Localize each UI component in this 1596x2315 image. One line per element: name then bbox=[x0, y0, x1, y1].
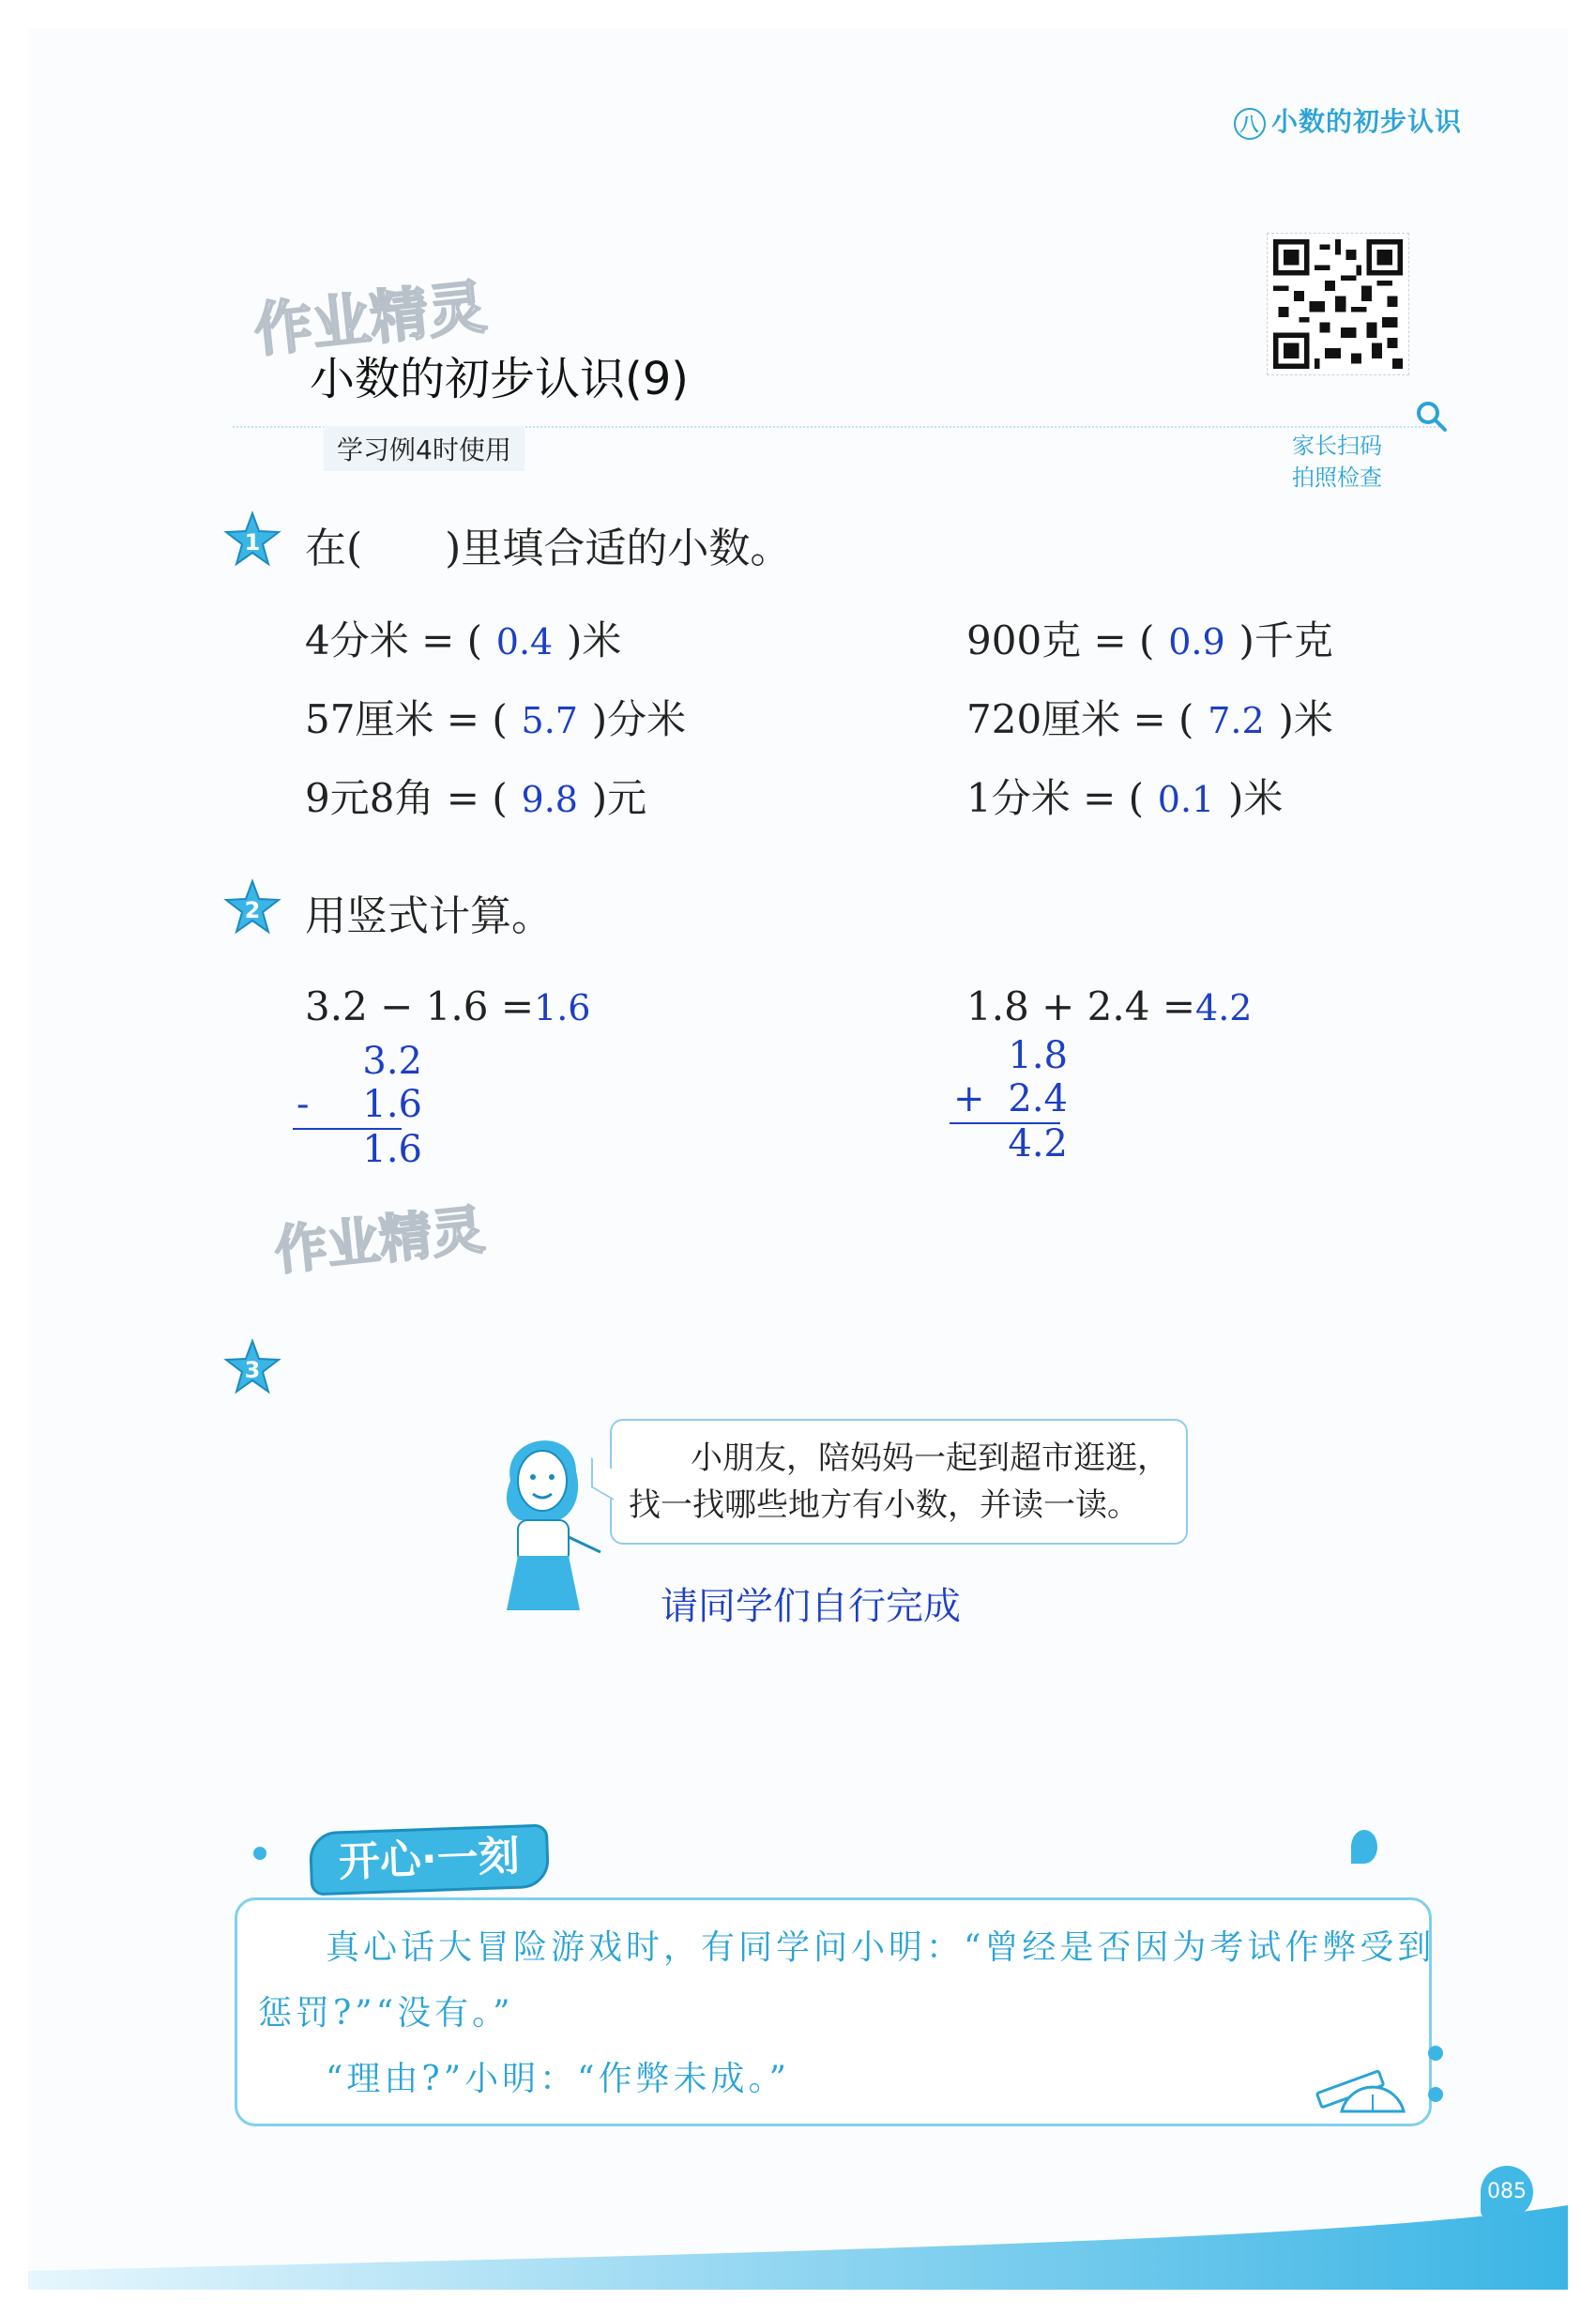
bubble-line-2: 找一找哪些地方有小数，并读一读。 bbox=[629, 1486, 1139, 1524]
q1-item-2-unit: )千克 bbox=[1239, 617, 1333, 663]
q2-number: 2 bbox=[244, 897, 261, 923]
qr-caption-line2: 拍照检查 bbox=[1292, 465, 1382, 491]
q2-right-operator: + bbox=[953, 1077, 985, 1120]
joke-line-2: 惩罚?”“没有。” bbox=[258, 1994, 514, 2033]
q1-item-6-answer[interactable]: 0.1 bbox=[1157, 779, 1215, 820]
dot-decoration bbox=[1428, 2087, 1443, 2102]
q2-left-expr: 3.2 − 1.6 = bbox=[305, 983, 535, 1029]
q2-right-result: 4.2 bbox=[1008, 1122, 1068, 1165]
q1-number: 1 bbox=[244, 529, 261, 556]
watermark-top: 作业精灵 bbox=[251, 272, 490, 365]
speech-bubble bbox=[610, 1419, 1188, 1545]
workbook-page bbox=[28, 28, 1568, 2290]
q2-left-bottom: 1.6 bbox=[362, 1083, 422, 1126]
drop-decoration bbox=[1351, 1830, 1377, 1864]
q1-item-4-unit: )米 bbox=[1278, 696, 1333, 742]
star-icon bbox=[223, 1338, 281, 1396]
chapter-title: 小数的初步认识 bbox=[1271, 106, 1463, 137]
q1-item-3-answer[interactable]: 5.7 bbox=[521, 700, 578, 741]
q1-item-5 bbox=[305, 768, 646, 824]
q1-item-1 bbox=[305, 610, 621, 666]
q1-item-1-unit: )米 bbox=[567, 617, 622, 663]
search-icon[interactable] bbox=[1415, 400, 1449, 437]
page-title: 小数的初步认识(9) bbox=[310, 353, 689, 405]
chapter-number-badge: 八 bbox=[1234, 108, 1266, 140]
teacher-illustration bbox=[482, 1415, 614, 1616]
q2-right-expression bbox=[966, 983, 1252, 1029]
self-complete-note: 请同学们自行完成 bbox=[661, 1585, 961, 1628]
q1-item-5-unit: )元 bbox=[591, 775, 647, 821]
q2-left-top: 3.2 bbox=[362, 1040, 422, 1083]
q1-item-3 bbox=[305, 689, 686, 745]
chapter-header bbox=[1234, 101, 1462, 140]
dot-decoration bbox=[1428, 2046, 1443, 2061]
q1-item-3-unit: )分米 bbox=[591, 696, 687, 742]
q1-item-3-left: 57厘米 = ( bbox=[305, 696, 508, 742]
q1-prompt: 在( )里填合适的小数。 bbox=[305, 525, 792, 572]
q1-item-5-left: 9元8角 = ( bbox=[305, 775, 508, 821]
q1-item-6-left: 1分米 = ( bbox=[966, 775, 1145, 821]
q1-item-2 bbox=[966, 610, 1333, 666]
star-icon bbox=[223, 878, 281, 937]
q1-item-4-left: 720厘米 = ( bbox=[966, 696, 1194, 742]
q3-number: 3 bbox=[244, 1357, 261, 1383]
qr-caption-line1: 家长扫码 bbox=[1292, 433, 1382, 459]
q2-left-result: 1.6 bbox=[362, 1128, 422, 1171]
qr-caption bbox=[1276, 430, 1398, 494]
q1-item-2-left: 900克 = ( bbox=[966, 617, 1155, 663]
q1-item-1-left: 4分米 = ( bbox=[305, 617, 483, 663]
footer-wave bbox=[28, 2205, 1568, 2290]
q2-left-operator: - bbox=[296, 1083, 310, 1126]
q2-right-answer[interactable]: 4.2 bbox=[1195, 987, 1253, 1028]
q2-right-bottom: 2.4 bbox=[1008, 1077, 1068, 1120]
q2-prompt: 用竖式计算。 bbox=[305, 892, 553, 940]
q1-item-4-answer[interactable]: 7.2 bbox=[1208, 700, 1265, 741]
q2-left-answer[interactable]: 1.6 bbox=[534, 987, 591, 1028]
page-number: 085 bbox=[1481, 2166, 1533, 2218]
watermark-middle: 作业精灵 bbox=[271, 1199, 488, 1283]
q2-right-expr: 1.8 + 2.4 = bbox=[966, 983, 1196, 1029]
qr-code[interactable] bbox=[1267, 233, 1409, 375]
star-icon bbox=[223, 510, 281, 569]
q1-item-4 bbox=[966, 689, 1333, 745]
usage-note: 学习例4时使用 bbox=[324, 426, 524, 471]
q1-item-2-answer[interactable]: 0.9 bbox=[1168, 621, 1225, 663]
q1-item-6-unit: )米 bbox=[1228, 775, 1284, 821]
joke-banner: 开心·一刻 bbox=[309, 1824, 550, 1896]
q2-left-expression bbox=[305, 983, 590, 1029]
dot-decoration bbox=[253, 1847, 266, 1860]
q2-right-top: 1.8 bbox=[1008, 1034, 1068, 1077]
q1-item-5-answer[interactable]: 9.8 bbox=[521, 779, 578, 820]
q1-item-1-answer[interactable]: 0.4 bbox=[495, 621, 554, 663]
joke-box bbox=[235, 1897, 1436, 2126]
qr-code-graphic bbox=[1273, 239, 1403, 369]
q1-item-6 bbox=[966, 768, 1283, 824]
joke-line-3: “理由?”小明：“作弊未成。” bbox=[326, 2060, 790, 2098]
bubble-line-1: 小朋友，陪妈妈一起到超市逛逛， bbox=[691, 1439, 1169, 1477]
ruler-protractor-icon bbox=[1314, 2053, 1407, 2123]
joke-line-1: 真心话大冒险游戏时，有同学问小明：“曾经是否因为考试作弊受到 bbox=[326, 1928, 1436, 1967]
